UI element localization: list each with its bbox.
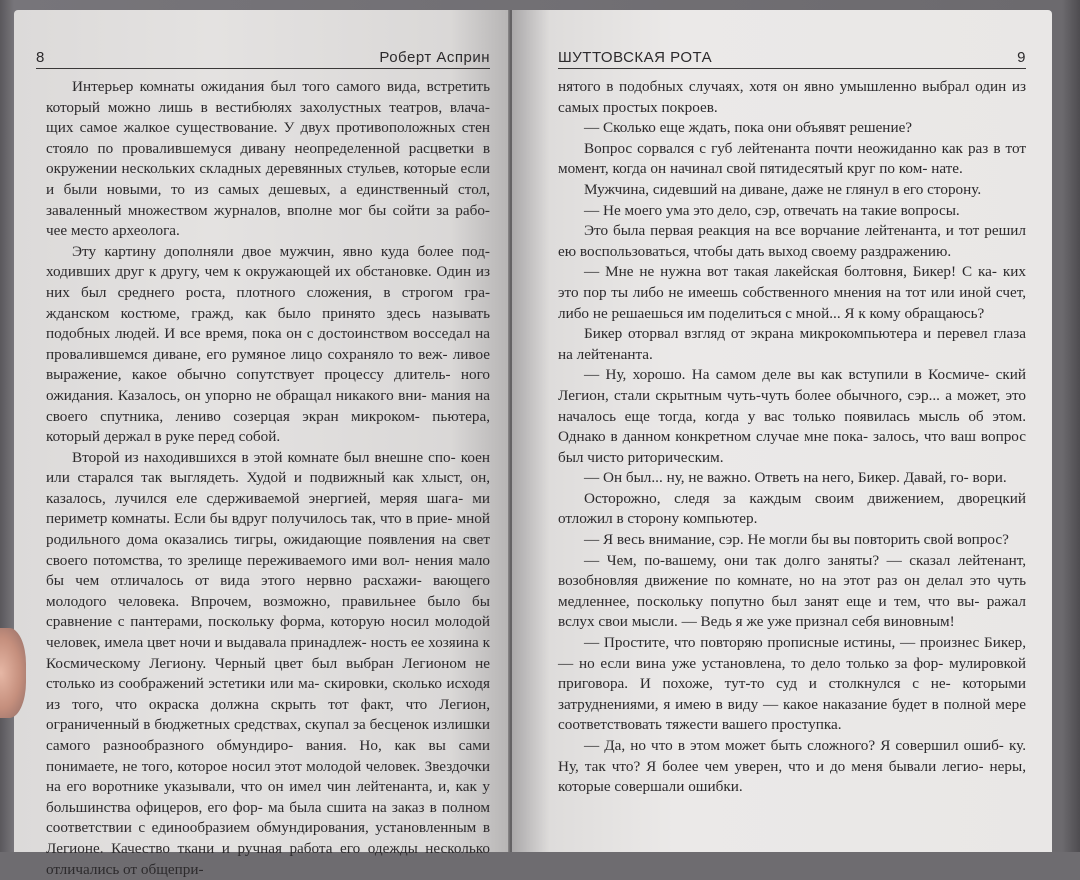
text-line: — Ну, хорошо. На самом деле вы как вступили в Космиче- xyxy=(584,366,990,384)
text-line: заваленный множеством журналов, вполне мог бы сойти за рабо- xyxy=(46,201,490,219)
text-line: неры, которые совершали ошибки. xyxy=(558,757,1026,796)
text-line: имел чин лейтенанта, и, как у большинства офицеров, его фор- xyxy=(46,778,491,816)
text-line: ми периметр комнаты. Если бы вдруг получилось так, что в прие- xyxy=(46,489,491,528)
text-line: из них был среднего роста, плотного сложения, в строгом гра- xyxy=(46,263,490,301)
text-line: — Да, но что в этом может быть сложного? Я совершил ошиб- xyxy=(584,737,1004,754)
text-line: Мужчина, сидевший на диване, даже не глянул в его сторону. xyxy=(584,180,982,198)
text-line: на свет своего потомства, то зрелище переживаемого ими вол- xyxy=(46,531,490,569)
text-line: обмундирования, установленным в Легионе. Качество ткани и xyxy=(46,819,490,857)
text-line: подобных людей. И все время, пока он с достоинством восседал xyxy=(46,325,471,343)
text-line: он, казалось, лучился еле сдерживаемой энергией, меряя шага- xyxy=(46,469,490,507)
text-line: если и были новыми, то из самых дешевых, а единственный стол, xyxy=(46,160,491,198)
text-line: нятого в подобных случаях, хотя он явно умышленно выбрал xyxy=(558,78,970,95)
text-line: вори. xyxy=(972,469,1007,487)
text-line: Бикер оторвал взгляд от экрана микрокомпьютера и перевел xyxy=(584,325,988,343)
text-line: вания. Но, как вы сами понимаете, не того, которое носил этот xyxy=(46,737,490,775)
paragraph xyxy=(46,448,490,880)
right-page xyxy=(512,10,1052,852)
paragraph xyxy=(558,489,1026,530)
text-line: — Сколько еще ждать, пока они объявят решение? xyxy=(584,119,913,137)
running-head-right xyxy=(558,46,1026,69)
text-line: решил ею воспользоваться, чтобы дать выход своему раздражению. xyxy=(558,222,1027,260)
running-head-left xyxy=(36,46,490,69)
text-line: Второй из находившихся в этой комнате был внешне спо- xyxy=(72,448,456,466)
text-line: Интерьер комнаты ожидания был того самого вида, встретить xyxy=(72,78,490,95)
paragraph xyxy=(558,468,1026,489)
text-line: ма была сшита на заказ в полном соответствии с единообразием xyxy=(46,798,490,837)
text-line: щих самое жалкое существование. У двух противоположных стен xyxy=(46,119,490,137)
text-line: нате. xyxy=(931,160,963,178)
text-line: жданском костюме, гражд, как было принято здесь называть xyxy=(46,304,490,322)
text-line: ручная работа его одежды несколько отличались от общепри- xyxy=(46,839,490,878)
text-line: — Мне не нужна вот такая лакейская болтовня, Бикер! С ка- xyxy=(584,263,997,281)
paragraph xyxy=(558,736,1026,798)
text-line: пьютера, который держал в руке перед собой. xyxy=(46,407,491,446)
paragraph xyxy=(558,324,1026,365)
paragraph xyxy=(558,118,1026,139)
paragraph xyxy=(558,633,1026,736)
text-line: залось, что ваш вопрос был чисто риторическим. xyxy=(558,428,1027,466)
text-line: на провалившемся диване, его румяное лицо сохраняло то веж- xyxy=(46,325,490,363)
text-line: чее место археолога. xyxy=(46,222,180,240)
text-line: носил молодой человек, имела цвет ночи и выдавала принадлеж- xyxy=(46,613,490,652)
text-line: будет в полной мере соответствовать тяжести вашего проступка. xyxy=(558,695,1026,734)
text-line: Вопрос сорвался с губ лейтенанта почти неожиданно как раз xyxy=(584,139,989,157)
text-line: — Простите, что повторяю прописные истины, — произнес xyxy=(584,634,980,652)
text-line: скупал за бесценок излишки самого разнообразного обмундиро- xyxy=(46,716,491,754)
text-line: коен или старался так выглядеть. Худой и подвижный как хлыст, xyxy=(46,448,491,487)
text-line: ходивших друг к другу, чем к окружающей их обстановке. Один xyxy=(46,263,472,281)
left-page-text xyxy=(46,77,490,880)
text-line: ливое выражение, какое обычно сопутствует процессу длитель- xyxy=(46,345,491,384)
text-line: ский Легион, стали скрытным чуть-чуть более обычного, сэр... xyxy=(558,366,1027,404)
text-line: Осторожно, следя за каждым своим движением, дворецкий xyxy=(584,489,1026,507)
text-line: нения мало бы чем отличалось от вида этого нервно расхажи- xyxy=(46,551,491,590)
page-number: 9 xyxy=(1017,49,1026,66)
text-line: — Не моего ума это дело, сэр, отвечать на такие вопросы. xyxy=(584,201,960,219)
text-line: ких это пор ты либо не имеешь собственного мнения на тот или xyxy=(558,263,1026,301)
page-number: 8 xyxy=(36,49,45,66)
thumb xyxy=(0,628,26,718)
text-line: мания на своего спутника, лениво созерцая экран микроком- xyxy=(46,386,491,425)
right-page-text xyxy=(558,77,1026,798)
text-line: в окружении нескольких складных деревянных стульев, которые xyxy=(46,139,491,178)
text-line: мной родильного дома оказались тигры, ожидающие появления xyxy=(46,510,491,549)
text-line: было бы сравнение с пантерами, поскольку форма, которую xyxy=(46,592,490,631)
text-line: — Я весь внимание, сэр. Не могли бы вы повторить свой xyxy=(584,531,954,549)
paragraph xyxy=(558,262,1026,324)
paragraph xyxy=(558,77,1026,118)
text-line: иной счет, либо не решаешься им поделиться с мной... Я к кому xyxy=(558,283,1027,322)
left-page xyxy=(14,10,510,878)
text-line: который можно лишь в вестибюлях захолустных театров, влача- xyxy=(46,98,490,116)
text-line: тот факт, что Легион, ограниченный в бюджетных средствах, xyxy=(46,695,490,734)
text-line: молодой человек. Звездочки на его воротнике указывали, что он xyxy=(46,757,490,796)
paragraph xyxy=(558,551,1026,633)
text-line: ного ожидания. Казалось, он упорно не обращал никакого вни- xyxy=(46,366,491,404)
text-line: вопрос? xyxy=(957,531,1009,549)
text-line: мулировкой приговора. И похоже, тут-то суд и столкнулся с не- xyxy=(558,654,1026,693)
text-line: один из самых простых покроев. xyxy=(558,78,1026,116)
text-line: глаза на лейтенанта. xyxy=(558,325,1026,363)
text-line: — Он был... ну, не важно. Ответь на него, Бикер. Давай, го- xyxy=(584,469,969,487)
paragraph xyxy=(558,201,1026,222)
text-line: ражал вслух свои мысли. — Ведь я же уже признал себя виновным! xyxy=(558,592,1026,631)
text-line: Это была первая реакция на все ворчание лейтенанта, и тот xyxy=(584,222,980,240)
text-line: отложил в сторону компьютер. xyxy=(558,510,758,528)
text-line: — Чем, по-вашему, они так долго заняты? — сказал лейтенант, xyxy=(584,551,1026,569)
header-author: Роберт Асприн xyxy=(379,49,490,66)
text-line: чуть медленнее, поскольку попутно был занят еще и тем, что вы- xyxy=(558,572,1027,610)
text-line: ность ее хозяина к Космическому Легиону. Черный цвет был xyxy=(46,634,491,672)
text-line: которыми затруднениями, я имею в виду — какое наказание xyxy=(558,675,1026,713)
paragraph xyxy=(558,139,1026,180)
text-line: скировки, сколько исходя из того, что окраска должна скрыть xyxy=(46,675,490,713)
paragraph xyxy=(558,530,1026,551)
text-line: Бикер, — но если вина уже установлена, то дело только за фор- xyxy=(558,634,1026,672)
header-title: ШУТТОВСКАЯ РОТА xyxy=(558,49,713,66)
text-line: стояло по провалившемуся дивану неопределенной расцветки xyxy=(46,139,474,157)
paragraph xyxy=(558,180,1026,201)
text-line: ку. Ну, так что? Я более чем уверен, что и до меня бывали легио- xyxy=(558,737,1026,775)
text-line: обращаюсь? xyxy=(904,304,985,322)
text-line: мысль об этом. Однако в данном конкретном случае мне пока- xyxy=(558,407,1026,446)
paragraph xyxy=(46,77,490,242)
text-line: в тот момент, когда он начинал свой пятидесятый круг по ком- xyxy=(558,139,1026,178)
paragraph xyxy=(558,365,1026,468)
paragraph xyxy=(558,221,1026,262)
text-line: Эту картину дополняли двое мужчин, явно куда более под- xyxy=(72,242,490,260)
text-line: выбран Легионом не столько из соображений эстетики или ма- xyxy=(46,654,490,693)
text-line: возобновляя движение по комнате, но на этот раз он делал это xyxy=(558,572,991,590)
text-line: вающего молодого человека. Впрочем, возможно, правильнее xyxy=(46,572,490,610)
text-line: а может, это началось еще тогда, когда у вас только появилась xyxy=(558,386,1027,425)
paragraph xyxy=(46,242,490,448)
